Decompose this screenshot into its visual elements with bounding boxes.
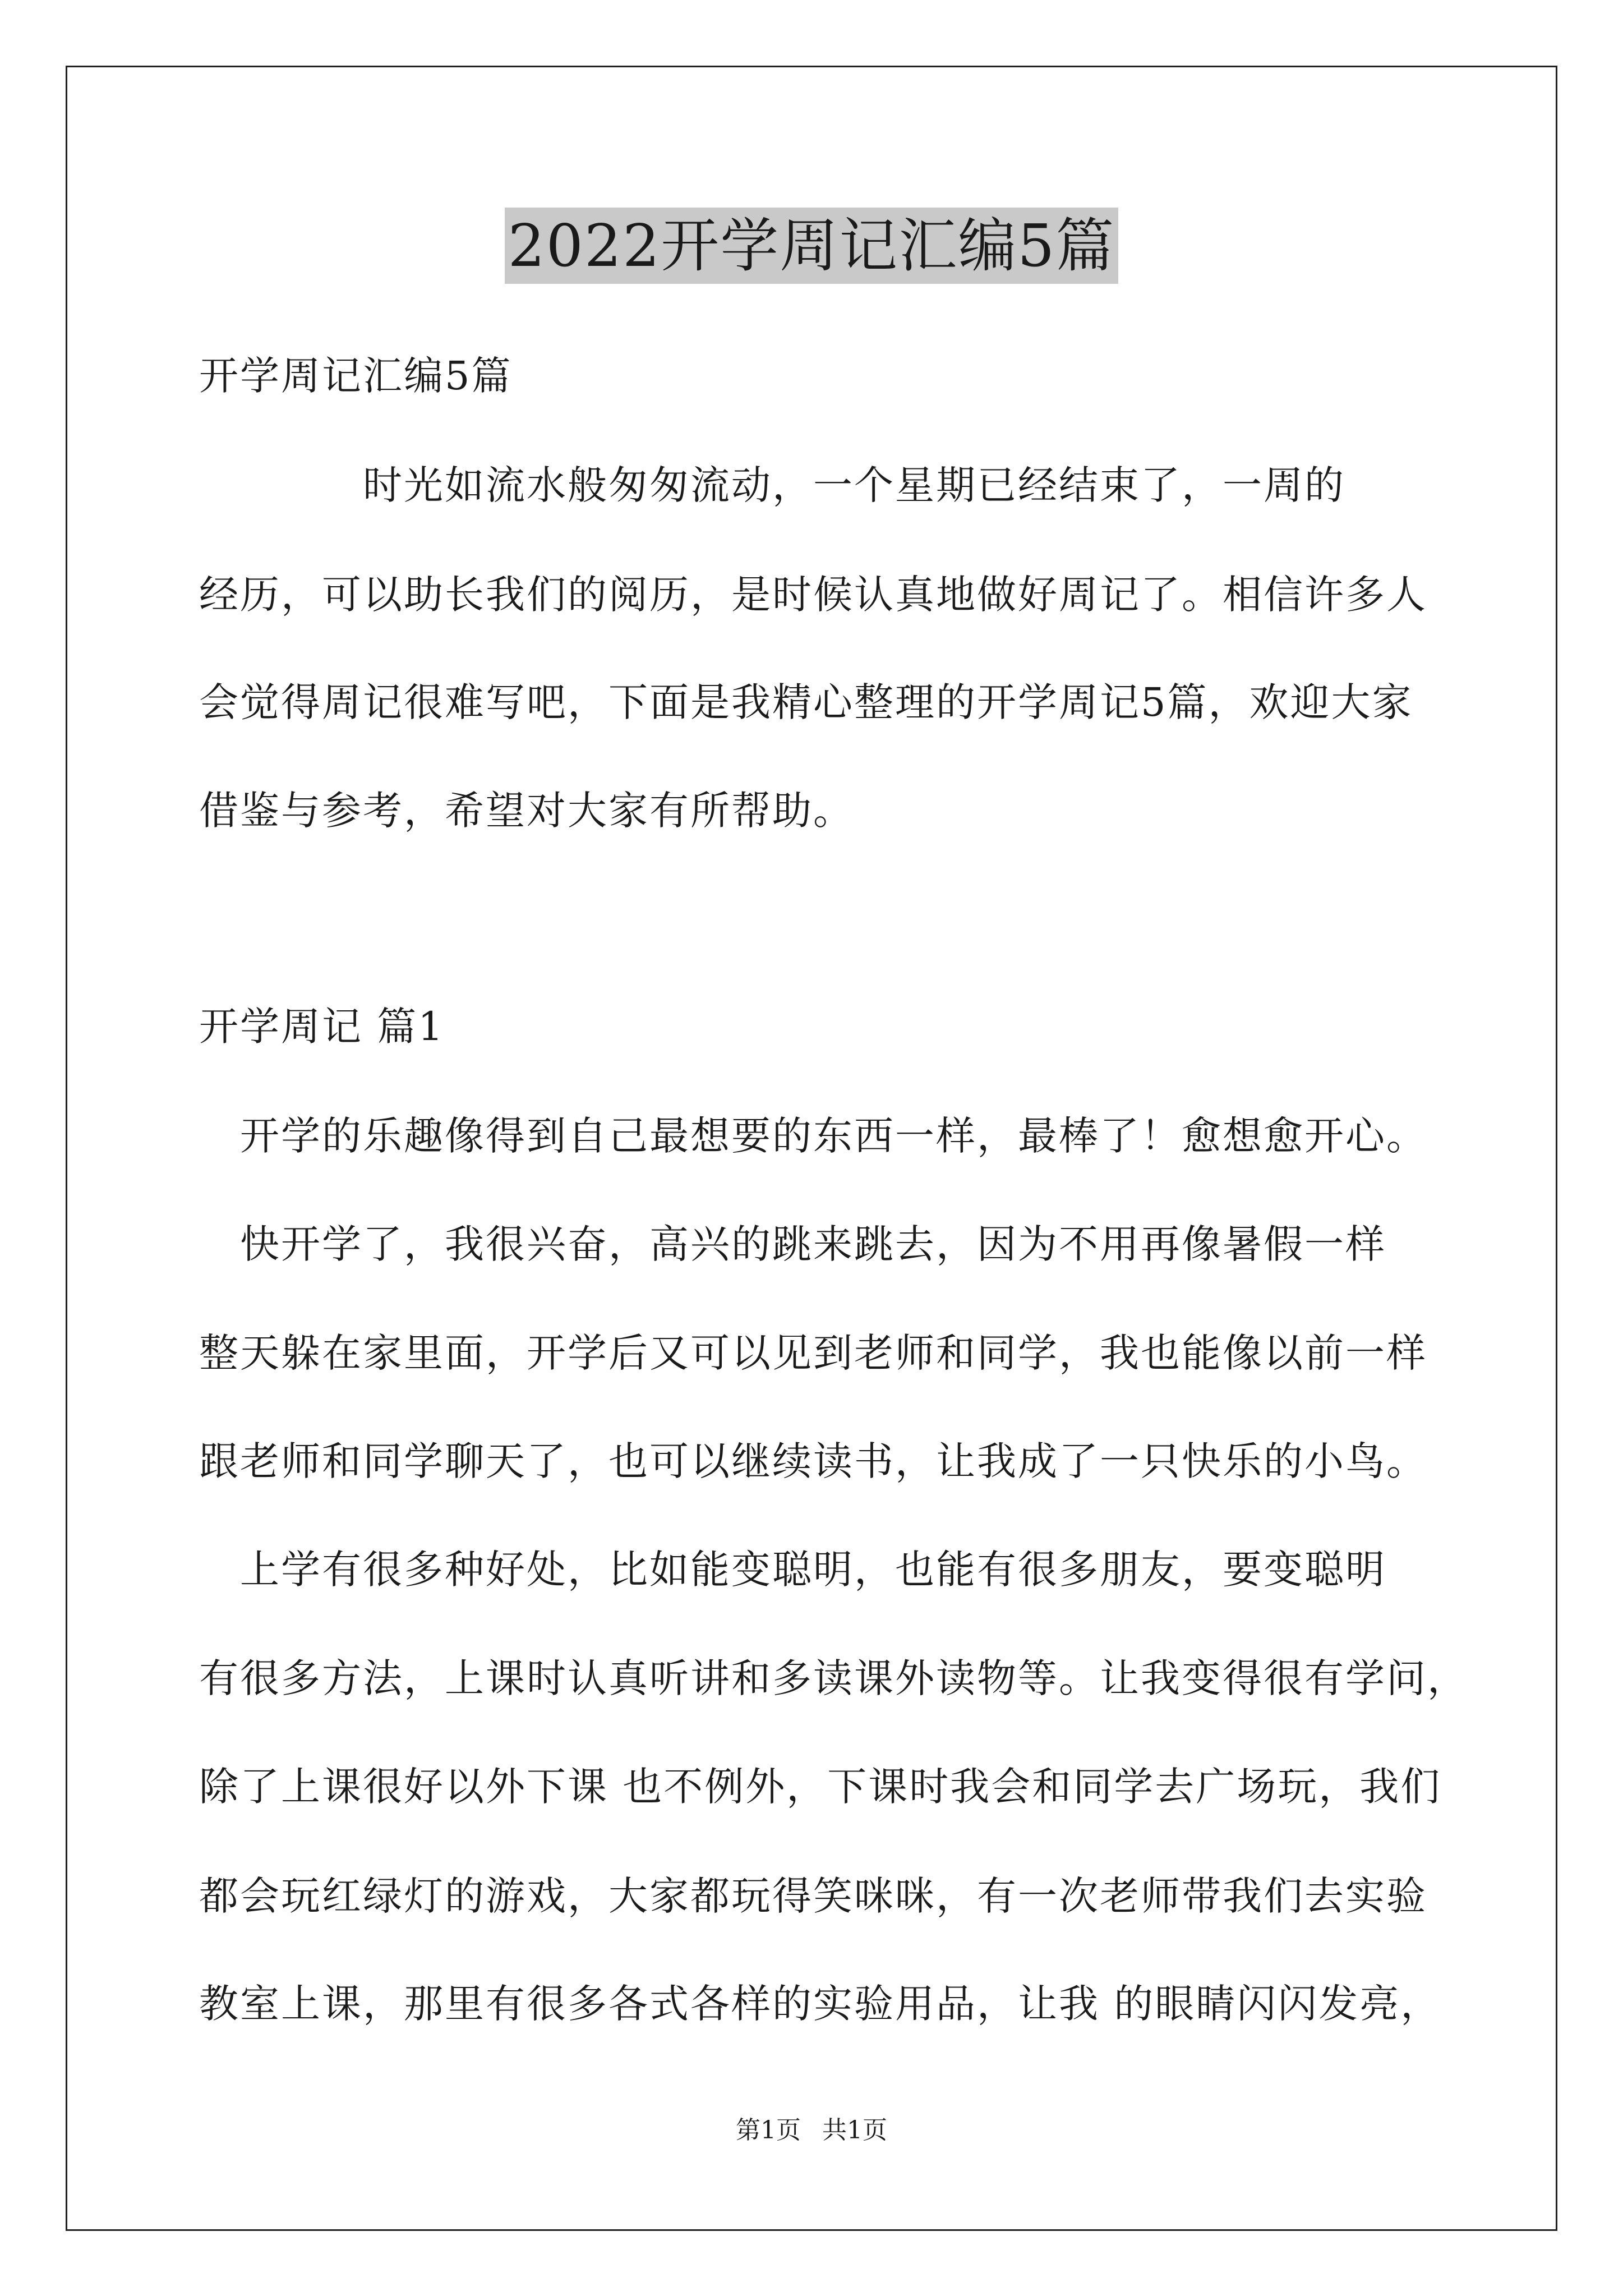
intro-line: 时光如流水般匆匆流动，一个星期已经结束了，一周的 xyxy=(199,462,1345,508)
body-line: 除了上课很好以外下课 也不例外，下课时我会和同学去广场玩，我们 xyxy=(199,1764,1442,1810)
intro-line: 会觉得周记很难写吧，下面是我精心整理的开学周记5篇，欢迎大家 xyxy=(199,679,1413,725)
body-line: 有很多方法，上课时认真听讲和多读课外读物等。让我变得很有学问， xyxy=(199,1655,1468,1701)
body-line: 都会玩红绿灯的游戏，大家都玩得笑咪咪，有一次老师带我们去实验 xyxy=(199,1873,1427,1919)
page-total: 共1页 xyxy=(822,2116,887,2145)
page-footer xyxy=(0,2115,1623,2146)
body-line: 开学的乐趣像得到自己最想要的东西一样，最棒了！愈想愈开心。 xyxy=(199,1113,1427,1159)
document-title: 2022开学周记汇编5篇 xyxy=(505,208,1119,284)
title-container xyxy=(0,208,1623,284)
body-line: 跟老师和同学聊天了，也可以继续读书，让我成了一只快乐的小鸟。 xyxy=(199,1438,1427,1484)
page-number: 第1页 xyxy=(736,2116,801,2145)
document-subtitle: 开学周记汇编5篇 xyxy=(199,353,513,399)
intro-line: 借鉴与参考，希望对大家有所帮助。 xyxy=(199,788,854,834)
intro-line: 经历，可以助长我们的阅历，是时候认真地做好周记了。相信许多人 xyxy=(199,572,1427,618)
body-line: 上学有很多种好处，比如能变聪明，也能有很多朋友，要变聪明 xyxy=(199,1547,1386,1593)
section-heading: 开学周记 篇1 xyxy=(199,1004,445,1050)
body-line: 整天躲在家里面，开学后又可以见到老师和同学，我也能像以前一样 xyxy=(199,1330,1427,1376)
body-line: 教室上课，那里有很多各式各样的实验用品，让我 的眼睛闪闪发亮， xyxy=(199,1981,1442,2027)
body-line: 快开学了，我很兴奋，高兴的跳来跳去，因为不用再像暑假一样 xyxy=(199,1221,1386,1267)
